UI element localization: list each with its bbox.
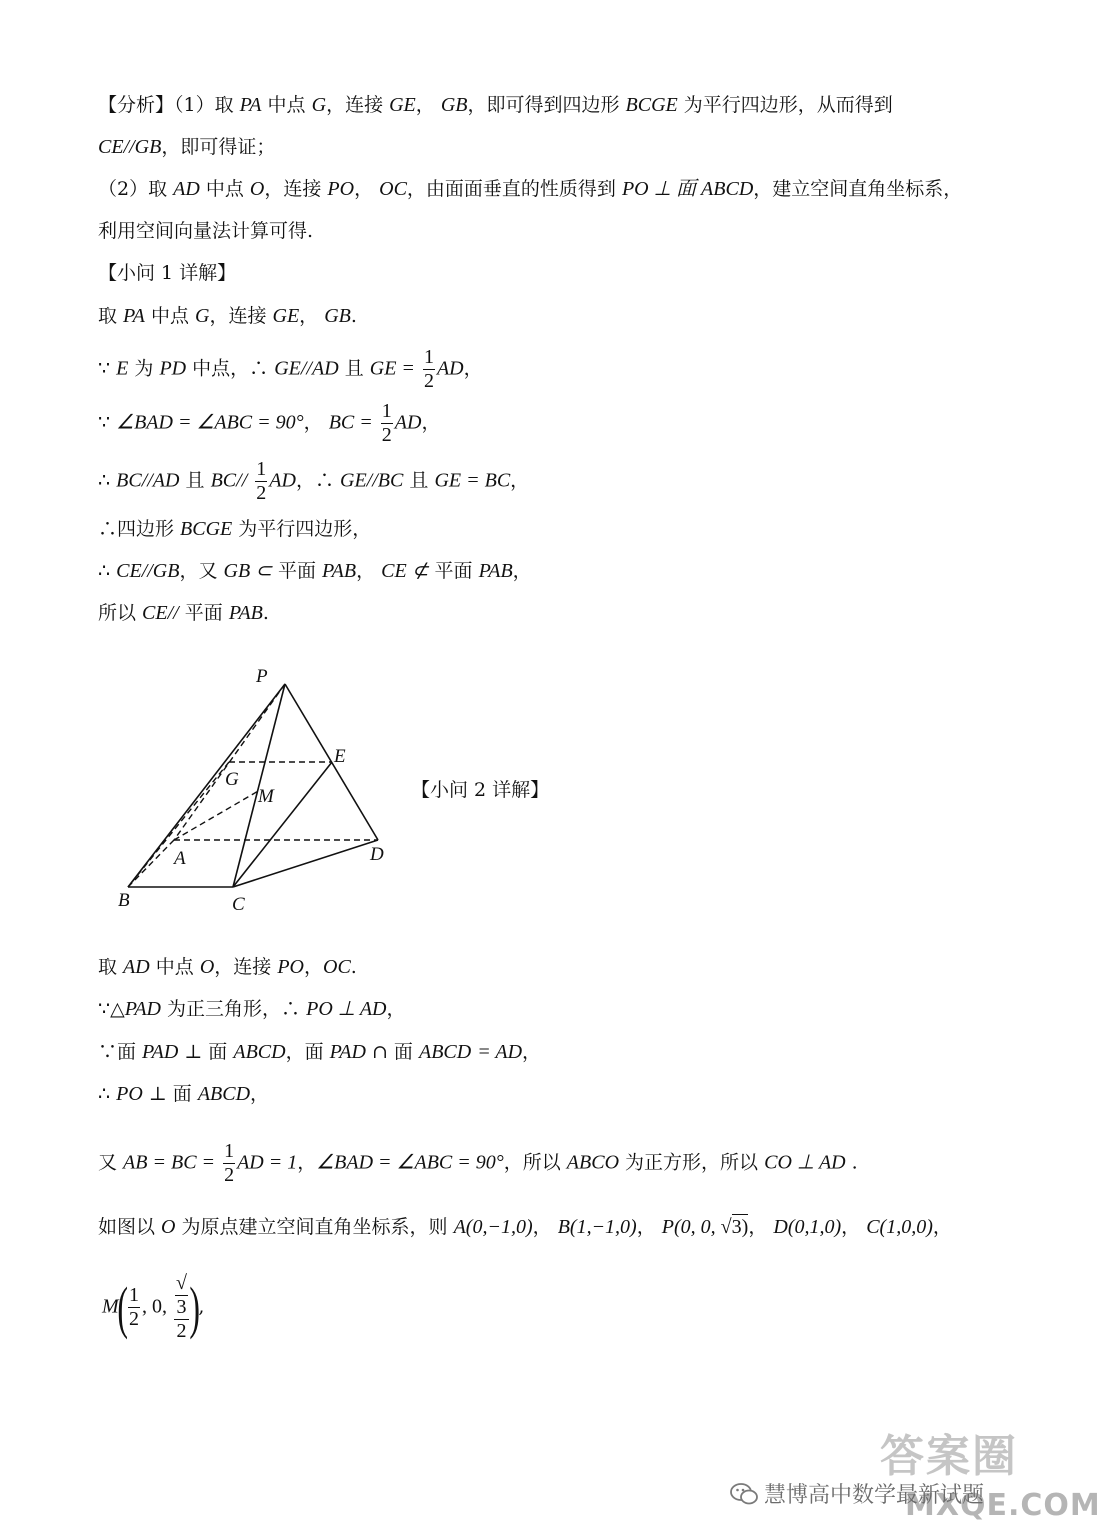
left-paren: ( <box>117 1274 128 1340</box>
edge-CE <box>233 762 332 887</box>
label-M: M <box>258 786 274 807</box>
q1-line-3: ∵ ∠BAD = ∠ABC = 90°， BC = $\frac{1}{2}$ AD， <box>98 400 441 446</box>
q1-line-5: ∴四边形 BCGE 为平行四边形， <box>98 518 372 540</box>
q2-line-3: ∵面 PAD ⊥ 面 ABCD，面 PAD ∩ 面 ABCD = AD， <box>98 1041 542 1063</box>
q1-line-7: 所以 CE// 平面 PAB. <box>98 602 269 624</box>
fraction-sqrt3-over-2: √ 3 2 <box>176 1272 187 1342</box>
q2-line-1: 取 AD 中点 O，连接 PO，OC. <box>98 956 357 978</box>
q2-line-7: M( $\frac{1}{2}$ , 0, √ 3 2 ), <box>102 1272 205 1342</box>
fraction-half: $\frac{1}{2}$ <box>381 400 392 446</box>
fraction-half: $\frac{1}{2}$ <box>129 1284 139 1330</box>
label-P: P <box>256 666 268 687</box>
analysis-line-3: （2）取 AD 中点 O，连接 PO， OC，由面面垂直的性质得到 PO ⊥ 面 ABCD，建立空间直角坐标系， <box>98 178 963 200</box>
label-B: B <box>118 890 130 911</box>
edge-CD <box>233 840 378 887</box>
label-C: C <box>232 894 245 915</box>
analysis-line-4: 利用空间向量法计算可得. <box>98 220 314 242</box>
label-G: G <box>225 769 239 790</box>
q2-line-5: 又 AB = BC = $\frac{1}{2}$ AD = 1，∠BAD = ∠ABC = 90°，所以 ABCO 为正方形，所以 CO ⊥ AD . <box>98 1140 858 1186</box>
q1-line-4: ∴ BC//AD 且 BC// $\frac{1}{2}$ AD，∴ GE//BC 且 GE = BC， <box>98 458 530 504</box>
label-A: A <box>174 848 186 869</box>
edge-AB-hidden <box>128 840 174 887</box>
q1-heading: 【小问 1 详解】 <box>98 262 237 284</box>
q1-line-2: ∵ E 为 PD 中点，∴ GE//AD 且 GE = $\frac{1}{2}$ AD， <box>98 346 483 392</box>
watermark-text: 慧博高中数学最新试题 <box>764 1483 985 1508</box>
wechat-icon <box>730 1482 758 1506</box>
watermark-site-bottom: MXQE.COM <box>905 1488 1101 1523</box>
label-D: D <box>370 844 384 865</box>
analysis-line-2: CE//GB，即可得证； <box>98 136 276 158</box>
fraction-half: $\frac{1}{2}$ <box>224 1140 235 1186</box>
pyramid-figure <box>112 660 412 922</box>
label-E: E <box>334 746 346 767</box>
q1-line-1: 取 PA 中点 G，连接 GE， GB. <box>98 305 357 327</box>
q2-line-2: ∵△PAD 为正三角形，∴ PO ⊥ AD， <box>98 998 406 1020</box>
right-paren: ) <box>189 1274 200 1340</box>
analysis-line-1: 【分析】（1）取 PA 中点 G，连接 GE， GB，即可得到四边形 BCGE 为平行四边形，从而得到 <box>98 94 893 116</box>
q2-line-6: 如图以 O 为原点建立空间直角坐标系，则 A(0,−1,0)， B(1,−1,0)， P(0, 0, √3)， D(0,1,0)， C(1,0,0)， <box>98 1216 952 1238</box>
watermark-site-top: 答案圈 <box>880 1431 1018 1482</box>
fraction-half: $\frac{1}{2}$ <box>256 458 267 504</box>
q2-line-4: ∴ PO ⊥ 面 ABCD， <box>98 1083 270 1105</box>
q2-heading: 【小问 2 详解】 <box>411 779 550 801</box>
fraction-half: $\frac{1}{2}$ <box>423 346 434 392</box>
q1-line-6: ∴ CE//GB，又 GB ⊂ 平面 PAB， CE ⊄ 平面 PAB， <box>98 560 532 582</box>
watermark-wechat <box>730 1478 984 1509</box>
